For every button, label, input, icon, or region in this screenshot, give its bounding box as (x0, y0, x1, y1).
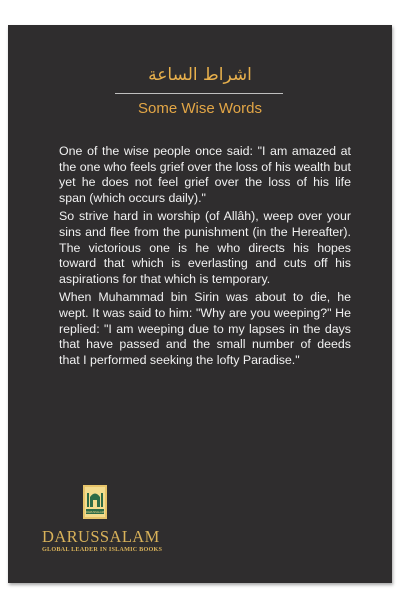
subtitle: Some Wise Words (138, 100, 262, 117)
back-cover (8, 25, 392, 583)
paragraph-1: One of the wise people once said: "I am amazed at the one who feels grief over the loss of his wealth but yet he does not feel grief over the loss of his life span (which occurs daily)." (59, 144, 351, 205)
title-divider (115, 93, 283, 94)
arabic-title: اشراط الساعة (148, 65, 252, 85)
logo-text: DARUSSALAM (86, 511, 104, 514)
quote-text (59, 144, 351, 371)
paragraph-3: When Muhammad bin Sirin was about to die, he wept. It was said to him: "Why are you weeping?" He replied: "I am weeping due to my lapses in the days that have passed and the small number of deeds that I performed seeking the lofty Paradise." (59, 290, 351, 367)
paragraph-2: So strive hard in worship (of Allâh), weep over your sins and flee from the punishment (in the Hereafter). The victorious one is he who directs his hopes toward that which is everlasting and cuts off his aspirations for that which is temporary. (59, 209, 351, 286)
darussalam-logo-icon (83, 485, 107, 519)
publisher-tagline: GLOBAL LEADER IN ISLAMIC BOOKS (42, 546, 163, 553)
publisher-name: DARUSSALAM (42, 527, 160, 546)
